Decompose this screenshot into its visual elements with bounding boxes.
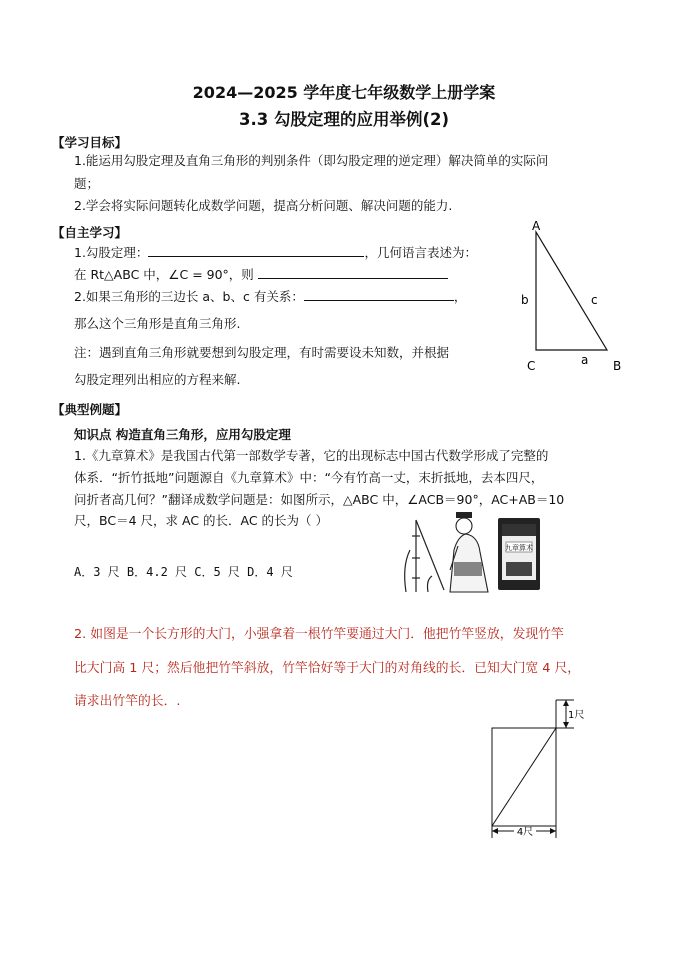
bamboo-icon (405, 520, 444, 592)
example-2-line-2: 比大门高 1 尺；然后他把竹竿斜放，竹竿恰好等于大门的对角线的长．已知大门宽 4 尺， (74, 661, 581, 676)
q2-blank[interactable] (304, 288, 454, 301)
nine-chapters-illustration (398, 506, 558, 594)
knowledge-point: 知识点 构造直角三角形，应用勾股定理 (74, 427, 291, 442)
dim-label-bottom: 4尺 (516, 827, 534, 838)
door-figure (486, 696, 590, 846)
example-1-line-2: 体系．“折竹抵地”问题源自《九章算术》中：“今有竹高一丈，末折抵地，去本四尺， (74, 470, 544, 485)
example-1-line-1: 1.《九章算术》是我国古代第一部数学专著，它的出现标志中国古代数学形成了完整的 (74, 448, 549, 463)
examples-heading: 【典型例题】 (52, 402, 128, 417)
arrow-right-icon (550, 828, 556, 834)
note-line-2: 勾股定理列出相应的方程来解. (74, 372, 241, 387)
objectives-heading: 【学习目标】 (52, 135, 128, 150)
vertex-label-b-upper: B (613, 359, 622, 373)
book-title: 九章算术 (505, 544, 533, 552)
q2-prefix: 2.如果三角形的三边长 a、b、c 有关系： (74, 289, 304, 304)
scholar-figure-icon (450, 512, 488, 592)
example-2-line-1: 2. 如图是一个长方形的大门，小强拿着一根竹竿要通过大门．他把竹竿竖放，发现竹竿 (74, 627, 564, 642)
objective-1-line-2: 题； (74, 176, 100, 191)
title-line-2: 3.3 勾股定理的应用举例(2) (238, 110, 450, 129)
triangle-shape (536, 232, 607, 350)
objective-1-line-1: 1.能运用勾股定理及直角三角形的判别条件（即勾股定理的逆定理）解决简单的实际问 (74, 153, 549, 168)
self-study-q1-line-2 (74, 266, 448, 283)
q1-blank-1[interactable] (148, 244, 364, 257)
side-label-a: a (581, 353, 589, 367)
q1-middle: ，几何语言表述为： (364, 245, 477, 260)
right-triangle-figure (512, 214, 630, 376)
self-study-q1-line-1 (74, 244, 477, 261)
q2-suffix: ， (453, 289, 467, 304)
arrow-left-icon (492, 828, 498, 834)
door-diagonal (492, 728, 556, 826)
example-1-line-4: 尺，BC＝4 尺，求 AC 的长．AC 的长为（ ） (74, 513, 329, 528)
title-line-1: 2024—2025 学年度七年级数学上册学案 (192, 83, 496, 102)
vertex-label-a-upper: A (532, 219, 541, 233)
note-line-1: 注：遇到直角三角形就要想到勾股定理，有时需要设未知数，并根据 (74, 345, 450, 360)
q1-blank-2[interactable] (258, 266, 448, 279)
side-label-b: b (521, 293, 529, 307)
book-icon (498, 518, 540, 590)
self-study-heading: 【自主学习】 (52, 225, 128, 240)
example-2-line-3: 请求出竹竿的长．. (74, 694, 181, 709)
vertex-label-c-upper: C (527, 359, 536, 373)
objective-2: 2.学会将实际问题转化成数学问题，提高分析问题、解决问题的能力. (74, 198, 453, 213)
example-1-line-3: 问折者高几何？”翻译成数学问题是：如图所示，△ABC 中，∠ACB＝90°，AC+AB＝10 (74, 492, 565, 507)
q1-line2-prefix: 在 Rt△ABC 中，∠C = 90°，则 (74, 267, 254, 282)
side-label-c: c (591, 293, 598, 307)
arrow-down-icon (563, 722, 569, 728)
example-1-options: A．3 尺 B．4.2 尺 C．5 尺 D．4 尺 (74, 565, 293, 579)
dim-label-top: 1尺 (568, 710, 585, 721)
self-study-q2-line-1 (74, 288, 466, 305)
q1-prefix: 1.勾股定理： (74, 245, 149, 260)
self-study-q2-line-2: 那么这个三角形是直角三角形. (74, 316, 241, 331)
arrow-up-icon (563, 700, 569, 706)
